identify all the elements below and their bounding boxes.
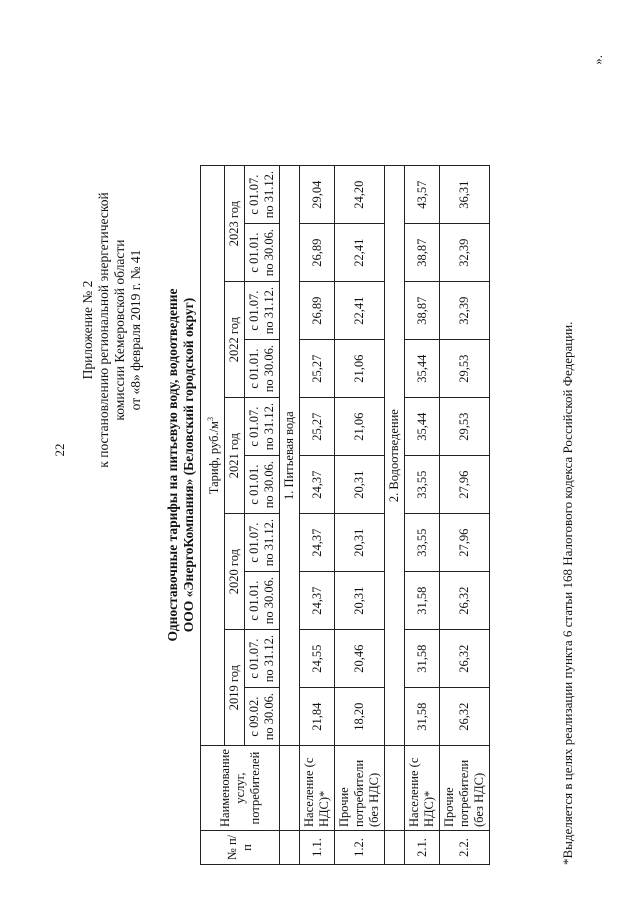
title-line: ООО «ЭнергоКомпания» (Беловский городской округ) [181, 297, 196, 633]
period-header: с 01.01. по 30.06. [245, 340, 280, 398]
row-number: 2.1. [405, 831, 440, 865]
tariff-value: 35,44 [405, 340, 440, 398]
appendix-line: Приложение № 2 [80, 280, 95, 380]
tariff-value: 27,96 [440, 456, 490, 514]
table-row [405, 166, 440, 865]
tariff-value: 26,89 [300, 282, 335, 340]
period-header: с 01.07. по 31.12. [245, 398, 280, 456]
tariff-value: 20,31 [335, 572, 385, 630]
col-name-header: Наименование услуг, потребителей [201, 746, 280, 831]
section-spacer [280, 831, 300, 865]
tariff-value: 24,20 [335, 166, 385, 224]
section-spacer [280, 746, 300, 831]
tariff-value: 31,58 [405, 688, 440, 746]
year-header: 2021 год [225, 398, 245, 514]
consumer-name: Население (с НДС)* [405, 746, 440, 831]
tariff-value: 26,32 [440, 630, 490, 688]
tariff-value: 22,41 [335, 224, 385, 282]
period-header: с 01.01. по 30.06. [245, 456, 280, 514]
appendix-block [80, 180, 144, 480]
period-header: с 01.07. по 31.12. [245, 514, 280, 572]
section-title: 1. Питьевая вода [280, 166, 300, 746]
tariff-value: 29,04 [300, 166, 335, 224]
document-title [165, 245, 197, 685]
consumer-name: Население (с НДС)* [300, 746, 335, 831]
period-header: с 01.07. по 31.12. [245, 166, 280, 224]
period-header: с 01.01. по 30.06. [245, 572, 280, 630]
year-header: 2020 год [225, 514, 245, 630]
row-number: 2.2. [440, 831, 490, 865]
tariff-value: 26,32 [440, 688, 490, 746]
row-number: 1.1. [300, 831, 335, 865]
tariff-value: 26,89 [300, 224, 335, 282]
tariff-value: 29,53 [440, 340, 490, 398]
consumer-name: Прочие потребители (без НДС) [335, 746, 385, 831]
table-row [440, 166, 490, 865]
tariff-value: 21,84 [300, 688, 335, 746]
tariff-value: 33,55 [405, 514, 440, 572]
tariff-value: 18,20 [335, 688, 385, 746]
tariff-value: 43,57 [405, 166, 440, 224]
tariff-value: 24,37 [300, 572, 335, 630]
footnote: *Выделяется в целях реализации пункта 6 статьи 168 Налогового кодекса Российской Федерации. [560, 321, 575, 865]
consumer-name: Прочие потребители (без НДС) [440, 746, 490, 831]
section-spacer [385, 746, 405, 831]
tariff-value: 24,55 [300, 630, 335, 688]
year-header: 2019 год [225, 630, 245, 746]
tariff-value: 32,39 [440, 282, 490, 340]
period-header: с 09.02. по 30.06. [245, 688, 280, 746]
period-header: с 01.07. по 31.12. [245, 282, 280, 340]
tariff-value: 33,55 [405, 456, 440, 514]
tariff-value: 21,06 [335, 398, 385, 456]
tariff-value: 25,27 [300, 398, 335, 456]
tariff-value: 25,27 [300, 340, 335, 398]
tariff-value: 38,87 [405, 224, 440, 282]
page-number: 22 [52, 443, 67, 457]
section-title: 2. Водоотведение [385, 166, 405, 746]
tariff-value: 20,31 [335, 456, 385, 514]
tariff-value: 24,37 [300, 456, 335, 514]
appendix-line: к постановлению региональной энергетической [96, 192, 111, 468]
tariff-value: 20,46 [335, 630, 385, 688]
tariff-value: 32,39 [440, 224, 490, 282]
year-header: 2022 год [225, 282, 245, 398]
tariff-value: 26,32 [440, 572, 490, 630]
tariffs-table [200, 165, 490, 865]
tariff-value: 21,06 [335, 340, 385, 398]
tariff-value: 31,58 [405, 630, 440, 688]
table-row [335, 166, 385, 865]
tariff-value: 29,53 [440, 398, 490, 456]
appendix-line: комиссии Кемеровской области [112, 239, 127, 421]
period-header: с 01.07. по 31.12. [245, 630, 280, 688]
tariff-header: Тариф, $руб./м^3$ [201, 166, 225, 746]
closing-quote: ». [590, 55, 605, 65]
tariff-value: 27,96 [440, 514, 490, 572]
tariff-value: 36,31 [440, 166, 490, 224]
section-spacer [385, 831, 405, 865]
tariff-value: 24,37 [300, 514, 335, 572]
appendix-line: от «8» февраля 2019 г. № 41 [128, 249, 143, 411]
tariff-value: 31,58 [405, 572, 440, 630]
period-header: с 01.01. по 30.06. [245, 224, 280, 282]
tariff-value: 20,31 [335, 514, 385, 572]
table-row [300, 166, 335, 865]
year-header: 2023 год [225, 166, 245, 282]
tariff-value: 38,87 [405, 282, 440, 340]
tariff-value: 35,44 [405, 398, 440, 456]
title-line: Одноставочные тарифы на питьевую воду, водоотведение [165, 288, 180, 642]
tariff-value: 22,41 [335, 282, 385, 340]
row-number: 1.2. [335, 831, 385, 865]
col-number-header: № п/п [201, 831, 280, 865]
